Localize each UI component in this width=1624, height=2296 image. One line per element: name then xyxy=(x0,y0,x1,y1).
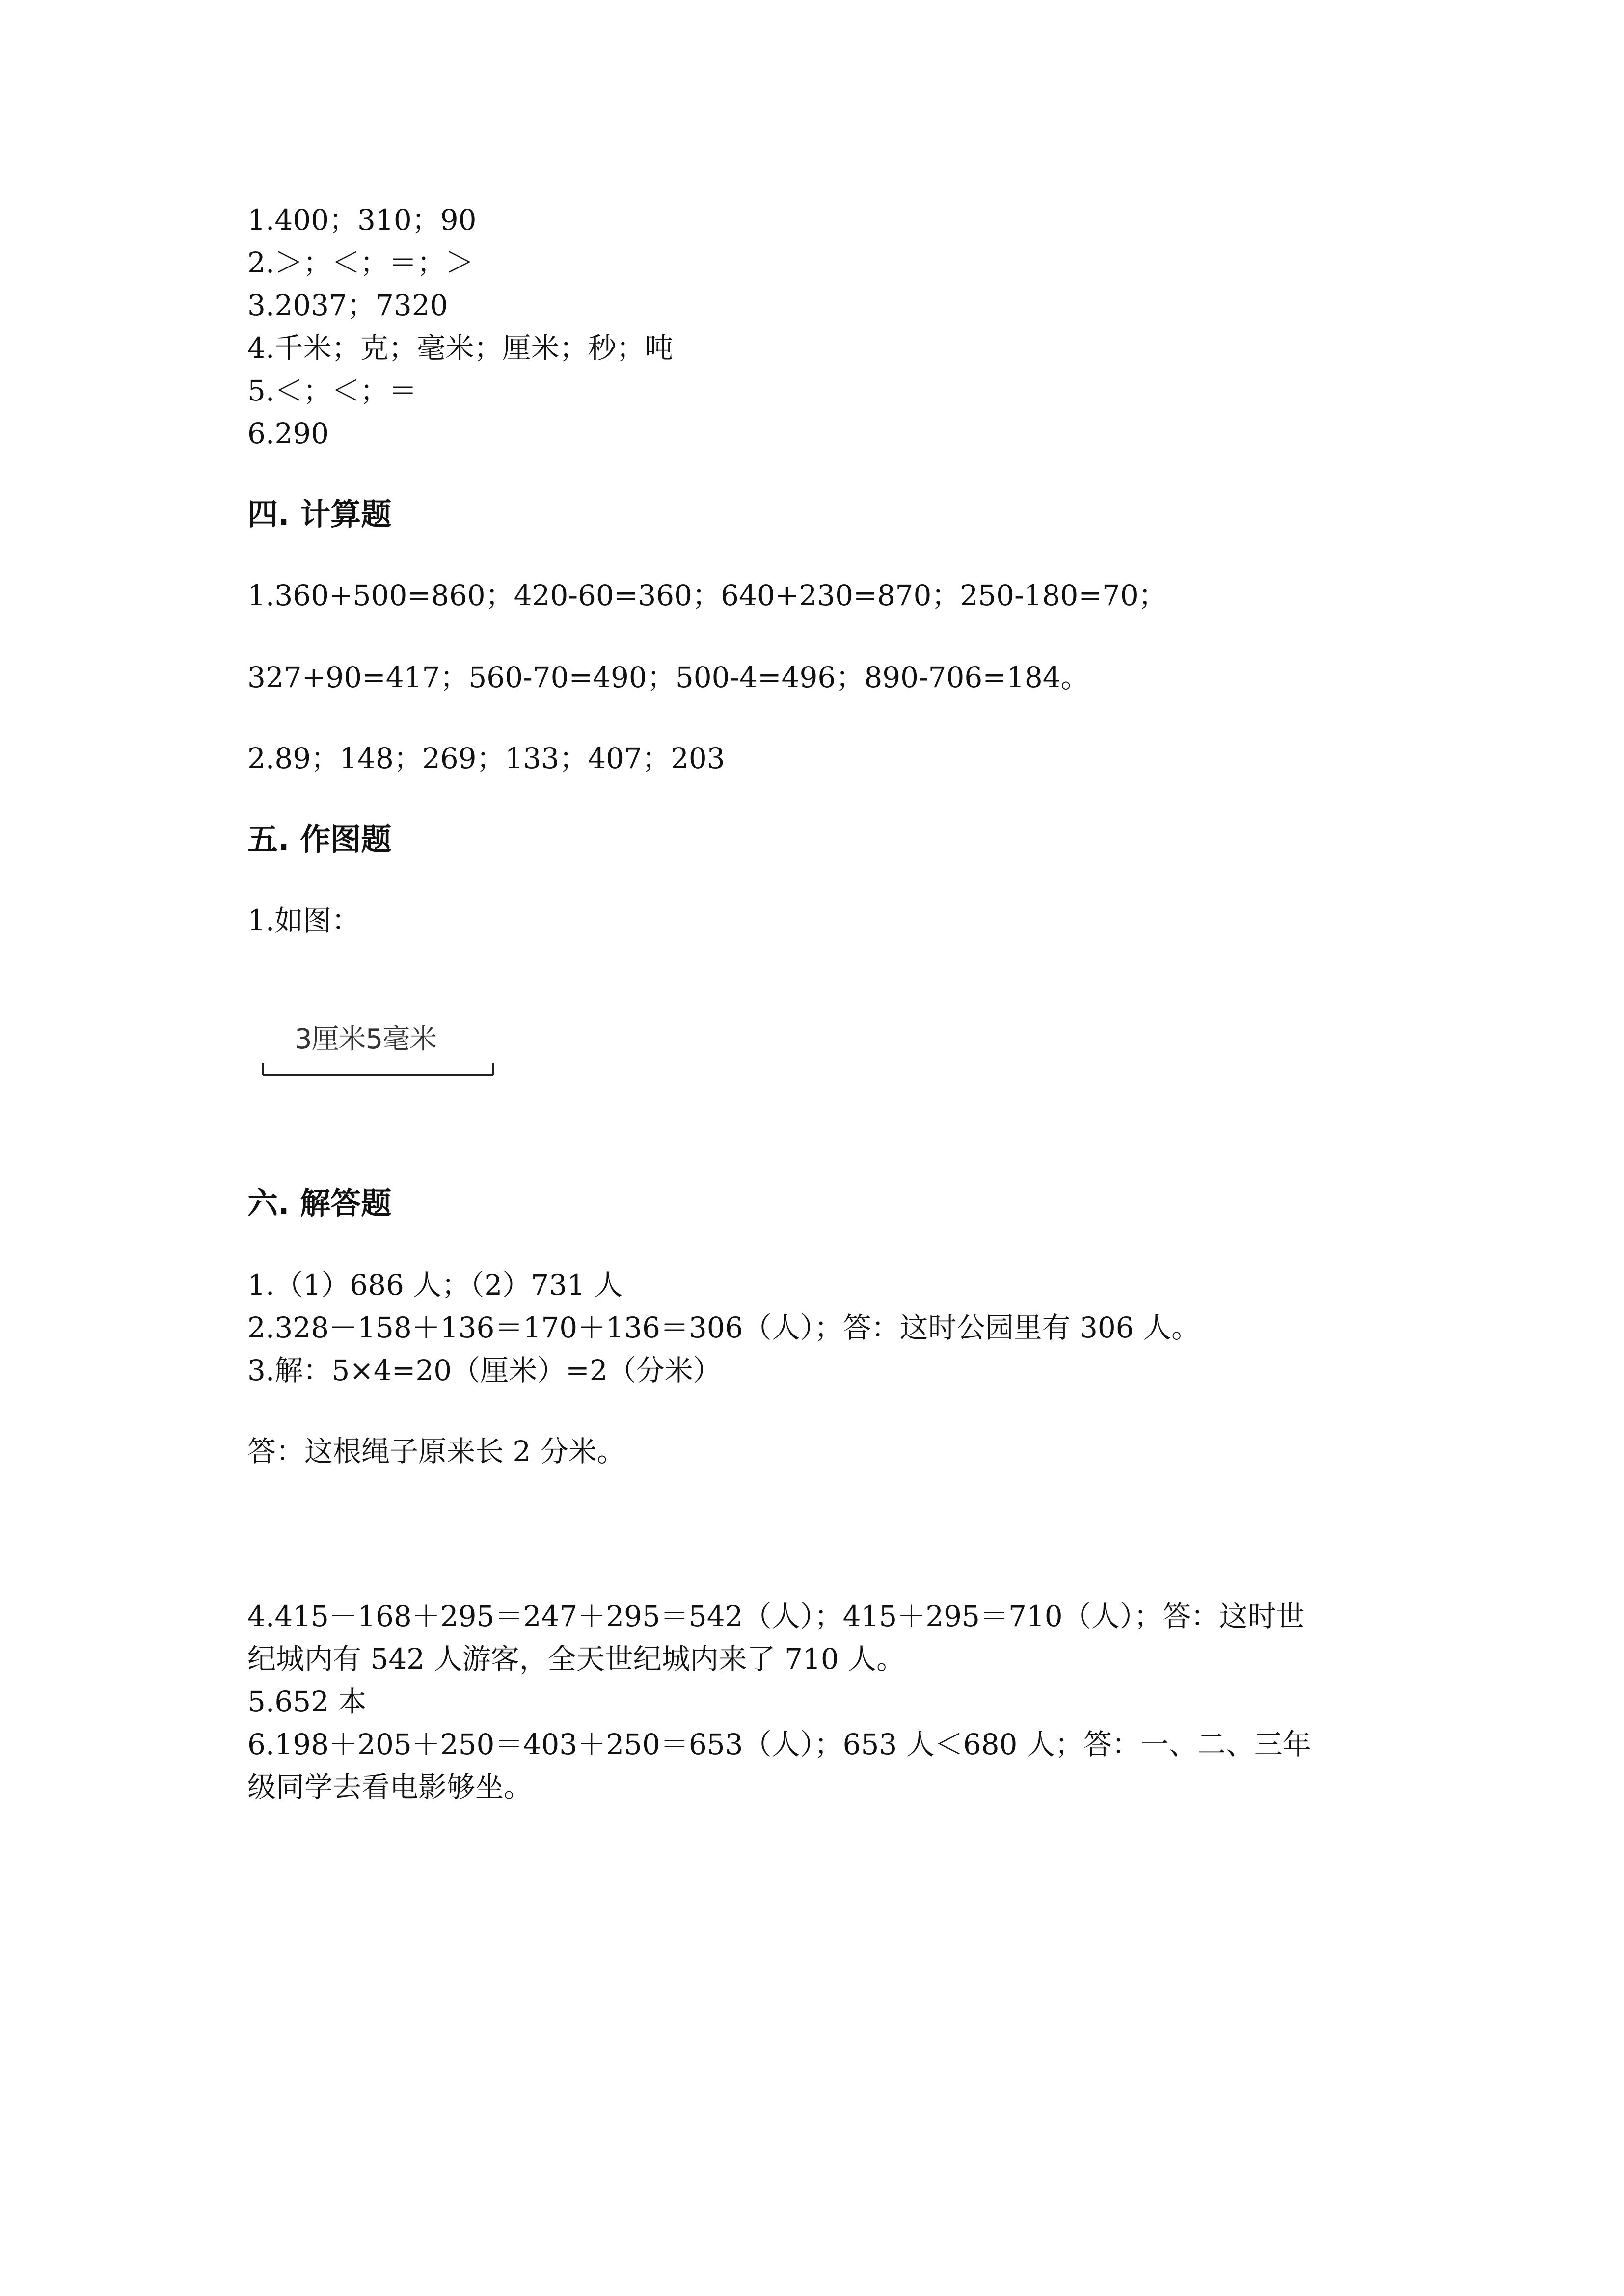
answer-3-3: 3.2037；7320 xyxy=(247,289,448,322)
solution-4-line-1: 4.415－168＋295＝247＋295＝542（人）；415＋295＝710（人）；答：这时世 xyxy=(247,1600,1305,1633)
answer-3-1: 1.400；310；90 xyxy=(247,203,477,237)
answer-3-4: 4.千米；克；毫米；厘米；秒；吨 xyxy=(247,331,674,365)
segment-length-label: 3厘米5毫米 xyxy=(295,1023,437,1055)
section-5-heading: 五. 作图题 xyxy=(247,821,392,857)
answer-3-6: 6.290 xyxy=(247,417,329,450)
section-4-heading: 四. 计算题 xyxy=(247,496,392,532)
answer-3-5: 5.＜；＜；＝ xyxy=(247,374,417,407)
line-segment xyxy=(263,1074,493,1076)
segment-left-tick xyxy=(262,1063,264,1075)
answer-3-2: 2.＞；＜；＝；＞ xyxy=(247,246,474,279)
solution-3-answer: 答：这根绳子原来长 2 分米。 xyxy=(247,1435,625,1468)
solution-2: 2.328－158＋136＝170＋136＝306（人）；答：这时公园里有 306 人。 xyxy=(247,1311,1200,1344)
section-6-heading: 六. 解答题 xyxy=(247,1185,392,1221)
calc-line-2: 327+90=417；560-70=490；500-4=496；890-706=184。 xyxy=(247,661,1089,694)
solution-4-line-2: 纪城内有 542 人游客，全天世纪城内来了 710 人。 xyxy=(247,1642,905,1676)
solution-3: 3.解：5×4=20（厘米）=2（分米） xyxy=(247,1354,722,1387)
calc-line-3: 2.89；148；269；133；407；203 xyxy=(247,742,725,775)
segment-right-tick xyxy=(492,1063,494,1075)
solution-1: 1.（1）686 人；（2）731 人 xyxy=(247,1268,623,1302)
solution-6-line-2: 级同学去看电影够坐。 xyxy=(247,1770,533,1804)
solution-5: 5.652 本 xyxy=(247,1685,367,1718)
solution-6-line-1: 6.198＋205＋250＝403＋250＝653（人）；653 人＜680 人；答：一、二、三年 xyxy=(247,1728,1311,1761)
drawing-answer-line: 1.如图： xyxy=(247,904,360,937)
line-segment-figure xyxy=(260,1020,501,1089)
calc-line-1: 1.360+500=860；420-60=360；640+230=870；250-180=70； xyxy=(247,579,1167,612)
